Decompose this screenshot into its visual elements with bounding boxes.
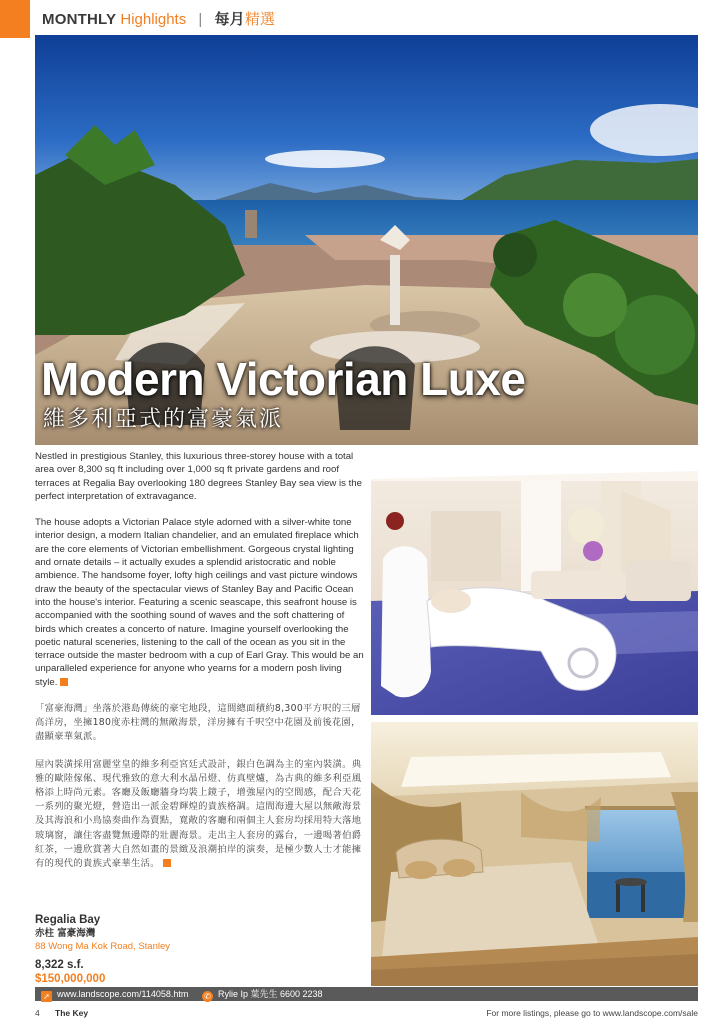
page-number: 4 xyxy=(35,1008,40,1018)
article-paragraph-en-2 xyxy=(35,516,365,689)
property-name: Regalia Bay xyxy=(35,914,101,926)
section-corner-tab xyxy=(0,0,30,38)
article-paragraph-zh-2-text: 屋內裝潢採用富麗堂皇的維多利亞宮廷式設計，銀白色調為主的室內裝潢。典雅的歐陸傢俬、現代雅致的意大利水晶吊燈、仿真壁爐，為古典的維多利亞風格添上時尚元素。客廳及飯廳牆身均裝上鏡子，增強屋內的空間感，配合天花一系列的聚光燈，營造出一派金碧輝煌的貴族格調。這間海邊大屋以無敵海景及其海浪和小鳥協奏曲作為賣點，寬敞的客廳和兩個主人套房均採用特大落地玻璃窗，讓住客盡覽無邊際的壯麗海景。走出主人套房的露台，一邊喝著伯爵紅茶，一邊欣賞著大自然如畫的景緻及浪潮拍岸的演奏，是極少數人士才能擁有的現代的貴族式豪華生活。 xyxy=(35,758,362,870)
property-address: 88 Wong Ma Kok Road, Stanley xyxy=(35,941,171,952)
section-header-highlights: Highlights xyxy=(120,11,187,28)
agent-name-phone: Rylie Ip 葉先生 6600 2238 xyxy=(218,989,323,999)
page-footer xyxy=(0,1006,709,1020)
end-mark-icon xyxy=(60,678,68,686)
section-header xyxy=(42,10,275,30)
agent-contact xyxy=(202,987,323,1002)
section-header-monthly: MONTHLY xyxy=(42,11,117,28)
property-price: $150,000,000 xyxy=(35,973,106,985)
magazine-name: The Key xyxy=(55,1008,89,1018)
end-mark-icon xyxy=(163,859,171,867)
phone-icon: ✆ xyxy=(202,991,213,1002)
cursor-arrow-icon: ➚ xyxy=(41,991,52,1002)
section-header-separator: | xyxy=(198,11,203,28)
article-paragraph-zh-2 xyxy=(35,758,365,872)
listing-link[interactable] xyxy=(41,987,188,1002)
article-subtitle: 維多利亞式的富豪氣派 xyxy=(43,407,284,432)
photo-master-bedroom xyxy=(371,722,698,986)
property-name-zh: 赤柱 富豪海灣 xyxy=(35,928,96,939)
photo-living-room xyxy=(371,451,698,715)
contact-bar xyxy=(35,987,698,1001)
article-paragraph-en-2-text: The house adopts a Victorian Palace style adorned with a silver-white tone interior design, a modern Italian chandelier, and an emulated fireplace which are the core elements of Victorian embellishment. Gorgeous crystal lighting and ornate details – it actually exudes a splendid aristocratic and noble ambience. The handsome foyer, lofty high ceilings and vast picture windows draw the beauty of the spectacular views of Stanley Bay and Pacific Ocean into the house's interior. Featuring a scenic seascape, this seafront house is accompanied with the soothing sound of waves and the soft chattering of birds which creates a concerto of nature. Imagine yourself overlooking the poetic natural sceneries, listening to the call of the ocean as you sit in the terrace outside the master bedroom with a cup of Earl Gray. This would be an unparalleled experience for anyone who yearns for a modern posh living style. xyxy=(35,517,364,688)
living-room-illustration xyxy=(371,451,698,715)
section-header-zh: 每月 xyxy=(214,11,245,28)
section-header-zh-highlight: 精選 xyxy=(244,11,275,28)
property-info xyxy=(35,913,355,986)
article-title: Modern Victorian Luxe xyxy=(41,353,526,405)
property-size: 8,322 s.f. xyxy=(35,959,84,971)
article-paragraph-zh-1: 「富豪海灣」坐落於港島傳統的豪宅地段，這間總面積約8,300平方呎的三層高洋房，坐擁180度赤柱灣的無敵海景，洋房擁有千呎空中花園及前後花園，盡顯豪華氣派。 xyxy=(35,703,361,743)
article-body xyxy=(35,450,365,884)
hero-photo-terrace xyxy=(35,35,698,445)
bedroom-illustration xyxy=(371,722,698,986)
article-paragraph-en-1: Nestled in prestigious Stanley, this luxurious three-storey house with a total area over 8,300 sq ft including over 1,000 sq ft private gardens and roof terraces at Regalia Bay overlooking 180 degrees Stanley Bay sea view is the perfect interpretation of extravagance. xyxy=(35,451,362,502)
listing-url[interactable]: www.landscope.com/114058.htm xyxy=(57,989,189,999)
more-listings-link[interactable]: For more listings, please go to www.landscope.com/sale xyxy=(486,1008,698,1018)
